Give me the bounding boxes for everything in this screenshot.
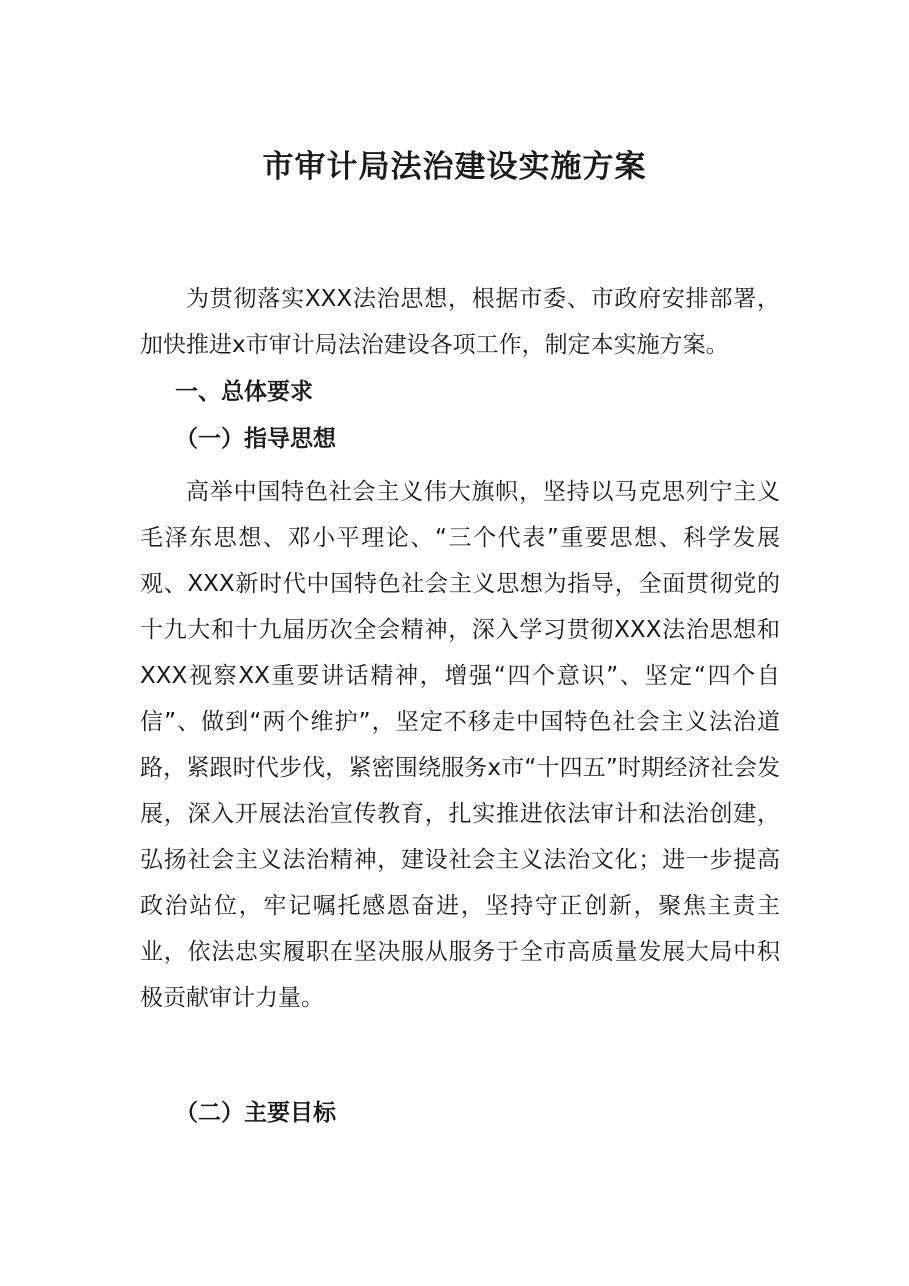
section-heading-overall-requirements: 一、总体要求 <box>175 379 313 405</box>
guiding-ideology-paragraph: 高举中国特色社会主义伟大旗帜，坚持以马克思列宁主义毛泽东思想、邓小平理论、“三个代表”重要思想、科学发展观、XXX新时代中国特色社会主义思想为指导，全面贯彻党的十九大和十九届历次全会精神，深入学习贯彻XXX法治思想和XXX视察XX重要讲话精神，增强“四个意识”、坚定“四个自信”、做到“两个维护”，坚定不移走中国特色社会主义法治道路，紧跟时代步伐，紧密围绕服务x市“十四五”时期经济社会发展，深入开展法治宣传教育，扎实推进依法审计和法治创建，弘扬社会主义法治精神，建设社会主义法治文化；进一步提高政治站位，牢记嘱托感恩奋进，坚持守正创新，聚焦主责主业，依法忠实履职在坚决服从服务于全市高质量发展大局中积极贡献审计力量。 <box>140 479 780 1011</box>
intro-paragraph: 为贯彻落实XXX法治思想，根据市委、市政府安排部署，加快推进x市审计局法治建设各项工作，制定本实施方案。 <box>140 286 780 358</box>
document-title: 市审计局法治建设实施方案 <box>262 149 647 185</box>
subsection-heading-guiding-ideology: （一）指导思想 <box>175 426 336 452</box>
subsection-heading-main-goals: （二）主要目标 <box>175 1100 336 1126</box>
